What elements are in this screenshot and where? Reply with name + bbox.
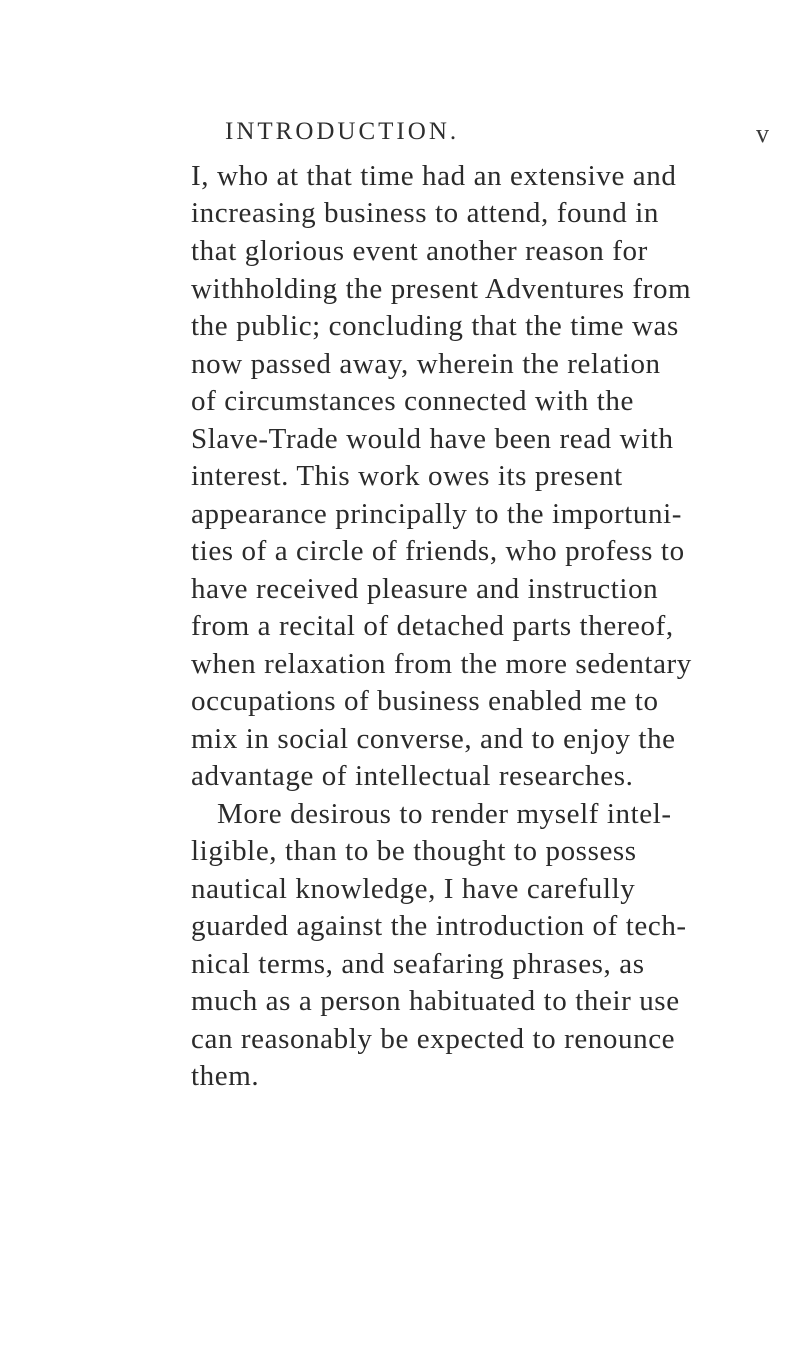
text-line: have received pleasure and instruction xyxy=(191,573,659,605)
text-line: now passed away, wherein the relation xyxy=(191,348,661,380)
running-head: INTRODUCTION. xyxy=(225,118,460,145)
text-line: I, who at that time had an extensive and xyxy=(191,160,677,192)
text-line: Slave-Trade would have been read with xyxy=(191,423,674,455)
text-line: the public; concluding that the time was xyxy=(191,310,679,342)
text-line: that glorious event another reason for xyxy=(191,235,648,267)
text-line: nical terms, and seafaring phrases, as xyxy=(191,948,645,980)
text-line: ligible, than to be thought to possess xyxy=(191,835,637,867)
text-line: can reasonably be expected to renounce xyxy=(191,1023,676,1055)
text-line: of circumstances connected with the xyxy=(191,385,634,417)
text-line: appearance principally to the importuni- xyxy=(191,498,683,530)
page-number: v xyxy=(756,119,769,148)
text-line: guarded against the introduction of tech- xyxy=(191,910,687,942)
text-line: interest. This work owes its present xyxy=(191,460,623,492)
text-line: from a recital of detached parts thereof, xyxy=(191,610,674,642)
text-line: occupations of business enabled me to xyxy=(191,685,659,717)
text-line: them. xyxy=(191,1060,260,1092)
text-line: advantage of intellectual researches. xyxy=(191,760,634,792)
text-line: increasing business to attend, found in xyxy=(191,197,659,229)
text-line: mix in social converse, and to enjoy the xyxy=(191,723,676,755)
text-line: much as a person habituated to their use xyxy=(191,985,680,1017)
text-line: when relaxation from the more sedentary xyxy=(191,648,692,680)
text-line: ties of a circle of friends, who profess to xyxy=(191,535,685,567)
text-line: nautical knowledge, I have carefully xyxy=(191,873,636,905)
text-line: withholding the present Adventures from xyxy=(191,273,692,305)
text-line: More desirous to render myself intel- xyxy=(217,798,672,830)
